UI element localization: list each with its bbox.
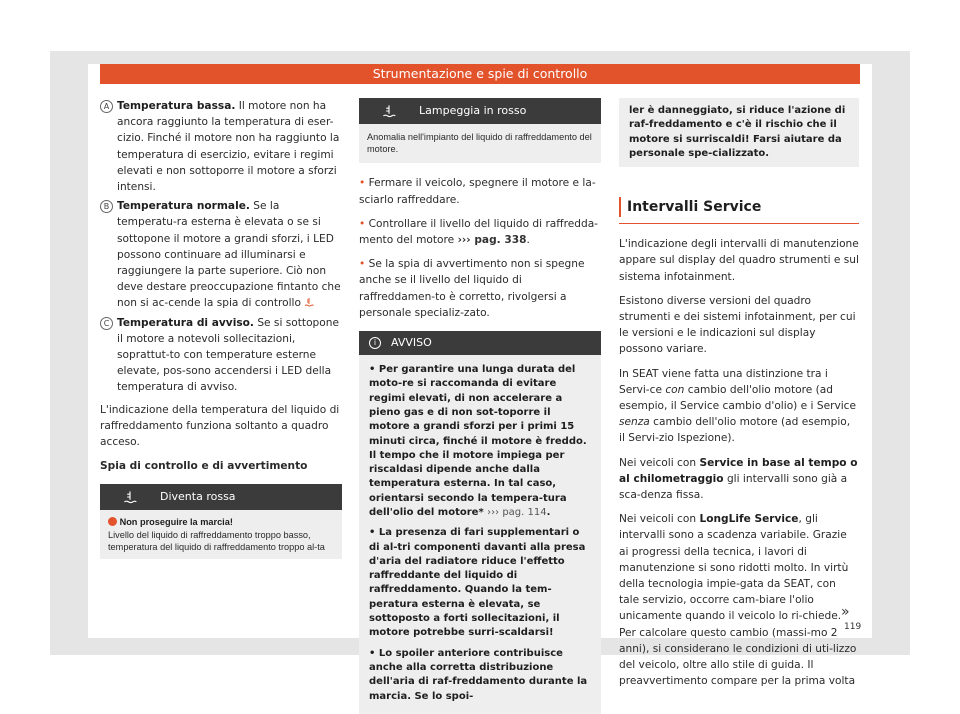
paragraph: Esistono diverse versioni del quadro strumenti e dei sistemi infotainment, per cui le versioni e le indicazioni sul display possono variare. bbox=[619, 294, 856, 356]
notice-item: • Per garantire una lunga durata del moto-re si raccomanda di evitare regimi elevati, di non accelerare a pieno gas e di non sot-toporre il motore a grandi sforzi per i primi 15 minuti circa, finché il motore è freddo. Il tempo che il motore impiega per riscaldasi dipende anche dalla temperatura esterna. In tal caso, orientarsi secondo la tempera-tura dell'olio del motore* ››› pag. 114. bbox=[369, 364, 587, 518]
bullet: • bbox=[359, 258, 366, 271]
text-run: gli intervalli sono già a sca-denza fissa. bbox=[619, 472, 848, 502]
notice-body bbox=[359, 355, 601, 714]
subheading: Spia di controllo e di avvertimento bbox=[100, 460, 308, 473]
item-a-text: Il motore non ha ancora raggiunto la temperatura di eser-cizio. Finché il motore non ha raggiunto la temperatura di esercizio, evitare i regimi elevati e non sottoporre il motore a sforzi intensi. bbox=[117, 100, 340, 194]
notice-text: Per garantire una lunga durata del moto-re si raccomanda di evitare regimi elevati, di non accelerare a pieno gas e di non sot-toporre il motore a grandi sforzi per i primi 15 minuti circa, finché il motore è freddo. Il tempo che il motore impiega per riscaldasi dipende anche dalla temperatura esterna. In tal caso, orientarsi secondo la tempera-tura dell'olio del motore* bbox=[369, 364, 587, 518]
item-c bbox=[100, 315, 342, 396]
action-text-end: . bbox=[526, 234, 530, 247]
anomaly-box: Anomalia nell'impianto del liquido di raffreddamento del motore. bbox=[359, 124, 601, 163]
action-item bbox=[359, 175, 601, 207]
page-reference-link[interactable]: ››› pag. 338 bbox=[457, 234, 527, 247]
notice-text: La presenza di fari supplementari o di al-tri componenti davanti alla presa d'aria del radiatore riduce l'effetto raffreddante del liquido di raffreddamento. Quando la tem-peratura esterna è elevata, se sottoposto a forti sollecitazioni, il motore potrebbe surri-scaldarsi! bbox=[369, 527, 586, 639]
red-light-label: Diventa rossa bbox=[160, 490, 236, 504]
coolant-display-note: L'indicazione della temperatura del liquido di raffreddamento funziona soltanto a quadro acceso. bbox=[100, 403, 340, 449]
action-item bbox=[359, 256, 601, 321]
coolant-warning-icon bbox=[304, 297, 314, 307]
stop-warning-text: Livello del liquido di raffreddamento troppo basso, temperatura del liquido di raffreddamento troppo al-ta bbox=[108, 529, 325, 552]
action-list bbox=[359, 175, 601, 321]
flashing-light-bar bbox=[359, 98, 601, 124]
action-text: Se la spia di avvertimento non si spegne anche se il livello del liquido di raffreddamen-to è corretto, rivolgersi a personale specializ-zato. bbox=[359, 258, 585, 319]
column-middle bbox=[359, 98, 601, 714]
section-title: Intervalli Service bbox=[619, 197, 859, 217]
paragraph bbox=[619, 366, 859, 447]
flashing-light-label: Lampeggia in rosso bbox=[419, 103, 527, 117]
strong: LongLife Service bbox=[699, 513, 799, 526]
strong: Service in base al tempo o al chilometraggio bbox=[619, 456, 858, 485]
text-run: cambio dell'olio motore (ad esempio, il Service cambio d'olio) e i Service bbox=[619, 383, 857, 413]
notice-text: Lo spoiler anteriore contribuisce anche alla corretta distribuzione dell'aria di raf-freddamento durante la marcia. Se lo spoi- bbox=[369, 647, 588, 702]
action-item bbox=[359, 216, 601, 248]
bullet: • bbox=[359, 217, 366, 230]
notice-item: • Lo spoiler anteriore contribuisce anche alla corretta distribuzione dell'aria di raf-freddamento durante la marcia. Se lo spoi- bbox=[369, 647, 588, 702]
item-a-title: Temperatura bassa. bbox=[117, 100, 236, 112]
column-right bbox=[619, 98, 862, 697]
text-run: In SEAT viene fatta una distinzione tra i Servi-ce bbox=[619, 367, 828, 396]
emphasis: senza bbox=[619, 416, 650, 429]
action-text: Fermare il veicolo, spegnere il motore e la-sciarlo raffreddare. bbox=[359, 177, 596, 206]
page-number: 119 bbox=[844, 622, 862, 632]
text-run: Nei veicoli con bbox=[619, 456, 700, 469]
notice-title: AVVISO bbox=[391, 335, 432, 349]
stop-warning-box bbox=[100, 510, 342, 559]
item-b-text: Se la temperatu-ra esterna è elevata o se si sottopone il motore a grandi sforzi, i LED possono continuare ad illuminarsi e raggiungere la parte superiore. Ciò non deve destare preoccupazione fintanto che non si ac-cende la spia di controllo bbox=[117, 200, 341, 310]
paragraph: L'indicazione degli intervalli di manutenzione appare sul display del quadro strumenti e sul sistema infotainment. bbox=[619, 238, 859, 283]
coolant-icon bbox=[359, 104, 419, 118]
coolant-icon bbox=[100, 490, 160, 504]
page-reference-link[interactable]: ››› pag. 114 bbox=[487, 507, 547, 518]
notice-text-end: . bbox=[546, 507, 551, 518]
emphasis: con bbox=[665, 383, 685, 396]
action-text: Controllare il livello del liquido di raffredda-mento del motore bbox=[359, 217, 599, 247]
section-header: Strumentazione e spie di controllo bbox=[100, 64, 860, 84]
marker-b: B bbox=[100, 200, 113, 213]
item-c-text: Se si sottopone il motore a notevoli sollecitazioni, soprattut-to con temperature esterne elevate, pos-sono accendersi i LED della temperatura di avviso. bbox=[117, 316, 339, 394]
column-left bbox=[100, 98, 342, 559]
notice-item: • La presenza di fari supplementari o di al-tri componenti davanti alla presa d'aria del radiatore riduce l'effetto raffreddante del liquido di raffreddamento. Quando la tem-peratura esterna è elevata, se sottoposto a forti sollecitazioni, il motore potrebbe surri-scaldarsi! bbox=[369, 527, 586, 639]
paragraph bbox=[619, 511, 862, 689]
notice-header bbox=[359, 331, 601, 355]
title-divider bbox=[619, 223, 859, 224]
notice-box bbox=[359, 331, 601, 714]
paragraph bbox=[619, 455, 859, 504]
item-a bbox=[100, 98, 342, 195]
red-light-bar bbox=[100, 484, 342, 510]
stop-warning-title: Non proseguire la marcia! bbox=[119, 517, 233, 528]
item-b-title: Temperatura normale. bbox=[117, 200, 250, 213]
text-run: , gli intervalli sono a scadenza variabile. Grazie ai progressi della tecnica, i lavori di manutenzione si sono ridotti molto. In virtù della tecnologia impie-gata da SEAT, con tale servizio, occorre cam-biare l'olio unicamente quando il veicolo lo ri-chiede. Per calcolare questo cambio (massi-mo 2 anni), si considerano le condizioni di uti-lizzo del veicolo, oltre allo stile di guida. Il preavvertimento compare per la prima volta bbox=[619, 513, 857, 688]
marker-c: C bbox=[100, 317, 113, 330]
text-run: Nei veicoli con bbox=[619, 513, 700, 526]
text-run: cambio dell'olio motore (ad esempio, il Servi-zio Ispezione). bbox=[619, 416, 851, 445]
item-c-title: Temperatura di avviso. bbox=[117, 316, 254, 329]
stop-warning-heading bbox=[108, 516, 334, 528]
notice-continuation: ler è danneggiato, si riduce l'azione di raf-freddamento e c'è il rischio che il motore si surriscaldi! Farsi aiutare da personale spe-cializzato. bbox=[619, 98, 859, 167]
continue-marker: » bbox=[841, 604, 850, 620]
marker-a: A bbox=[100, 100, 113, 113]
stop-icon bbox=[108, 517, 117, 526]
info-icon: i bbox=[369, 337, 381, 349]
item-b bbox=[100, 198, 342, 311]
bullet: • bbox=[359, 177, 366, 190]
